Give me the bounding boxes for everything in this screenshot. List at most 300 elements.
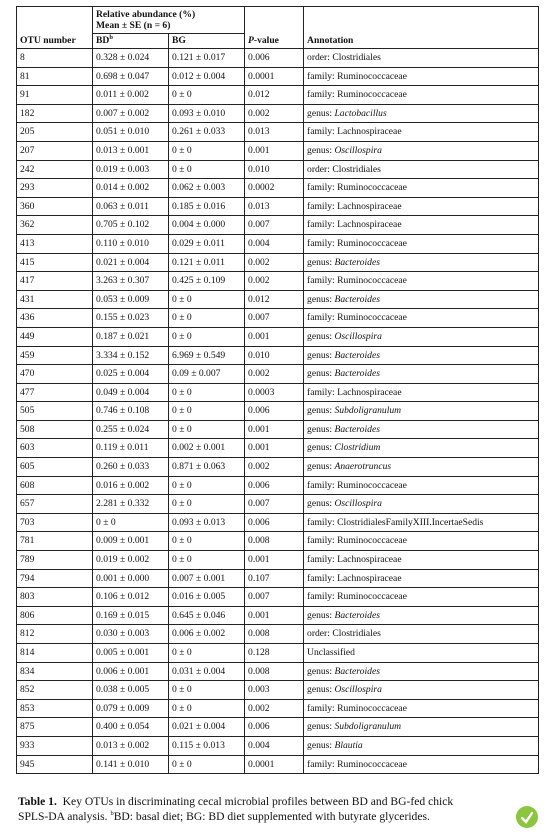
otu-cell: 470 [17, 365, 93, 384]
bd-cell: 0.063 ± 0.011 [93, 197, 169, 216]
annotation-cell [304, 197, 539, 216]
annotation-cell [304, 179, 539, 198]
annotation-taxon: Ruminococcaceae [337, 312, 407, 324]
otu-cell: 477 [17, 383, 93, 402]
pvalue-cell: 0.004 [245, 736, 304, 755]
annotation-cell [304, 420, 539, 439]
otu-header-cell-top [17, 7, 93, 34]
table-row [17, 606, 539, 625]
otu-cell: 608 [17, 476, 93, 495]
annotation-cell [304, 402, 539, 421]
otu-cell: 508 [17, 420, 93, 439]
otu-cell: 852 [17, 681, 93, 700]
annotation-taxon: Bacteroides [334, 423, 380, 435]
table-row [17, 234, 539, 253]
pvalue-cell: 0.001 [245, 606, 304, 625]
annotation-rank: genus: [307, 349, 335, 361]
otu-cell: 794 [17, 569, 93, 588]
annotation-rank: family: [307, 591, 338, 603]
annotation-taxon: Bacteroides [334, 368, 380, 380]
bd-cell: 0.400 ± 0.054 [93, 718, 169, 737]
bg-cell: 0 ± 0 [169, 644, 245, 663]
bd-cell: 2.281 ± 0.332 [93, 495, 169, 514]
bg-cell: 0.261 ± 0.033 [169, 123, 245, 142]
annotation-cell [304, 551, 539, 570]
annotation-cell [304, 104, 539, 123]
bg-cell: 0 ± 0 [169, 383, 245, 402]
otu-cell: 242 [17, 160, 93, 179]
table-row [17, 104, 539, 123]
annotation-rank: genus: [307, 609, 335, 621]
pvalue-cell: 0.001 [245, 551, 304, 570]
table-row [17, 513, 539, 532]
otu-cell: 205 [17, 123, 93, 142]
bg-cell: 0.031 ± 0.004 [169, 662, 245, 681]
annotation-cell [304, 346, 539, 365]
bd-header: $BD^b$ [93, 34, 169, 49]
pvalue-cell: 0.002 [245, 365, 304, 384]
bd-cell: 0.013 ± 0.002 [93, 736, 169, 755]
bd-cell: 0.049 ± 0.004 [93, 383, 169, 402]
bd-cell: 0.169 ± 0.015 [93, 606, 169, 625]
bd-cell: 0.255 ± 0.024 [93, 420, 169, 439]
annotation-taxon: Clostridiales [332, 52, 381, 63]
annotation-cell [304, 625, 539, 644]
annotation-rank: order: [307, 163, 333, 175]
otu-cell: 449 [17, 327, 93, 346]
bd-cell: 0.053 ± 0.009 [93, 290, 169, 309]
pvalue-cell: 0.006 [245, 49, 304, 68]
caption-sup: b [110, 809, 114, 817]
bg-cell: 0.004 ± 0.000 [169, 216, 245, 235]
annotation-cell [304, 309, 539, 328]
otu-cell: 505 [17, 402, 93, 421]
otu-cell: 781 [17, 532, 93, 551]
bd-cell: 0.746 ± 0.108 [93, 402, 169, 421]
annotation-rank: family: [307, 89, 338, 101]
header-row-1 [17, 7, 539, 34]
bd-cell: 0.021 ± 0.004 [93, 253, 169, 272]
annotation-rank: genus: [307, 144, 335, 156]
annotation-taxon: Oscillospira [334, 498, 382, 510]
bd-cell: 0.051 ± 0.010 [93, 123, 169, 142]
pvalue-cell: 0.001 [245, 439, 304, 458]
annotation-rank: family: [307, 516, 338, 528]
table-row [17, 699, 539, 718]
pvalue-header-cell-top [245, 7, 304, 34]
annotation-cell [304, 495, 539, 514]
annotation-cell [304, 86, 539, 105]
pvalue-header: P-value [245, 34, 304, 49]
annotation-rank: genus: [307, 442, 335, 454]
annotation-cell [304, 699, 539, 718]
otu-cell: 207 [17, 141, 93, 160]
caption-text-a: Key OTUs in discriminating cecal microbial profiles between BD and BG-fed chick [56, 795, 454, 808]
pvalue-cell: 0.002 [245, 104, 304, 123]
annotation-rank: genus: [307, 665, 335, 677]
bd-cell: 0.155 ± 0.023 [93, 309, 169, 328]
annotation-cell [304, 141, 539, 160]
otu-cell: 413 [17, 234, 93, 253]
bg-cell: 0 ± 0 [169, 755, 245, 774]
otu-cell: 703 [17, 513, 93, 532]
table-row [17, 681, 539, 700]
bg-cell: 0.115 ± 0.013 [169, 736, 245, 755]
otu-cell: 182 [17, 104, 93, 123]
pvalue-cell: 0.007 [245, 309, 304, 328]
annotation-cell [304, 644, 539, 663]
annotation-cell [304, 569, 539, 588]
bd-cell: 0.019 ± 0.003 [93, 160, 169, 179]
table-row [17, 86, 539, 105]
bg-cell: 0.121 ± 0.017 [169, 49, 245, 68]
annotation-taxon: Ruminococcaceae [337, 70, 407, 82]
pvalue-cell: 0.0002 [245, 179, 304, 198]
annotation-cell [304, 513, 539, 532]
pvalue-cell: 0.0003 [245, 383, 304, 402]
bd-cell: 0.698 ± 0.047 [93, 67, 169, 86]
bg-cell: 0 ± 0 [169, 309, 245, 328]
annotation-cell [304, 290, 539, 309]
annotation-rank: genus: [307, 256, 335, 268]
table-row [17, 160, 539, 179]
annotation-rank: order: [307, 628, 333, 640]
annotation-rank: family: [307, 200, 338, 212]
otu-cell: 603 [17, 439, 93, 458]
annotation-rank: genus: [307, 107, 335, 119]
annotation-taxon: Ruminococcaceae [337, 182, 407, 194]
annotation-taxon: Ruminococcaceae [337, 237, 407, 249]
table-row [17, 755, 539, 774]
annotation-taxon: Bacteroides [334, 256, 380, 268]
annotation-taxon: Clostridiales [332, 163, 381, 175]
bd-cell: 0.119 ± 0.011 [93, 439, 169, 458]
annotation-rank: family: [307, 70, 338, 82]
annotation-rank: family: [307, 702, 338, 714]
caption-text-b: SPLS-DA analysis. [18, 809, 111, 823]
table-row [17, 458, 539, 477]
header-row-2 [17, 34, 539, 49]
table-row [17, 327, 539, 346]
annotation-rank: family: [307, 758, 338, 770]
bg-cell: 0.425 ± 0.109 [169, 272, 245, 291]
pvalue-cell: 0.010 [245, 160, 304, 179]
table-row [17, 272, 539, 291]
bg-cell: 0.029 ± 0.011 [169, 234, 245, 253]
bg-cell: 0 ± 0 [169, 402, 245, 421]
annotation-rank: genus: [307, 423, 335, 435]
annotation-cell [304, 588, 539, 607]
annotation-rank: family: [307, 237, 338, 249]
bg-cell: 0 ± 0 [169, 681, 245, 700]
group-line-1: Relative abundance (%) [96, 9, 196, 20]
annotation-taxon: Ruminococcaceae [337, 535, 407, 547]
annotation-rank: family: [307, 126, 338, 138]
pvalue-cell: 0.001 [245, 327, 304, 346]
annotation-cell [304, 718, 539, 737]
otu-cell: 945 [17, 755, 93, 774]
otu-cell: 875 [17, 718, 93, 737]
table-caption [18, 795, 538, 824]
annotation-taxon: Bacteroides [334, 349, 380, 361]
bd-cell: 3.334 ± 0.152 [93, 346, 169, 365]
annotation-taxon: Ruminococcaceae [337, 89, 407, 101]
bg-cell: 0 ± 0 [169, 532, 245, 551]
bd-cell: 0.705 ± 0.102 [93, 216, 169, 235]
bd-cell: 0.079 ± 0.009 [93, 699, 169, 718]
bg-cell: 0.09 ± 0.007 [169, 365, 245, 384]
annotation-taxon: Oscillospira [334, 144, 382, 156]
bd-cell: 0.187 ± 0.021 [93, 327, 169, 346]
annotation-taxon: Clostridiales [332, 628, 381, 640]
annotation-cell [304, 606, 539, 625]
bd-cell: 0.013 ± 0.001 [93, 141, 169, 160]
pvalue-cell: 0.004 [245, 234, 304, 253]
annotation-rank: order: [307, 52, 333, 63]
pvalue-cell: 0.002 [245, 699, 304, 718]
bd-cell: 0.014 ± 0.002 [93, 179, 169, 198]
otu-cell: 814 [17, 644, 93, 663]
otu-cell: 360 [17, 197, 93, 216]
table-body [17, 49, 539, 774]
annotation-rank: family: [307, 386, 338, 398]
annotation-cell [304, 253, 539, 272]
annotation-taxon: Ruminococcaceae [337, 758, 407, 770]
publisher-logo-icon [516, 806, 538, 828]
annotation-cell [304, 160, 539, 179]
table-row [17, 625, 539, 644]
pvalue-cell: 0.013 [245, 197, 304, 216]
annotation-cell [304, 662, 539, 681]
table-row [17, 588, 539, 607]
table-row [17, 197, 539, 216]
pvalue-cell: 0.007 [245, 216, 304, 235]
bd-cell: 0.038 ± 0.005 [93, 681, 169, 700]
bd-cell: 0.328 ± 0.024 [93, 49, 169, 68]
pvalue-cell: 0.006 [245, 718, 304, 737]
annotation-taxon: ClostridialesFamilyXIII.IncertaeSedis [337, 516, 484, 528]
table-row [17, 67, 539, 86]
bg-cell: 0 ± 0 [169, 141, 245, 160]
annotation-rank: family: [307, 535, 338, 547]
annotation-cell [304, 365, 539, 384]
annotation-cell [304, 532, 539, 551]
annotation-cell [304, 476, 539, 495]
caption-label: Table 1. [18, 795, 57, 808]
annotation-rank: family: [307, 554, 338, 566]
otu-cell: 853 [17, 699, 93, 718]
annotation-rank: genus: [307, 498, 335, 510]
pvalue-cell: 0.001 [245, 420, 304, 439]
bg-cell: 0.185 ± 0.016 [169, 197, 245, 216]
table-row [17, 495, 539, 514]
annotation-cell [304, 755, 539, 774]
otu-cell: 803 [17, 588, 93, 607]
annotation-taxon: Unclassified [307, 647, 355, 658]
annotation-rank: genus: [307, 461, 335, 473]
annotation-header-cell-top [304, 7, 539, 34]
table-row [17, 290, 539, 309]
annotation-taxon: Ruminococcaceae [337, 591, 407, 603]
otu-cell: 293 [17, 179, 93, 198]
otu-cell: 933 [17, 736, 93, 755]
pvalue-cell: 0.008 [245, 662, 304, 681]
annotation-taxon: Bacteroides [334, 609, 380, 621]
bd-cell: 0 ± 0 [93, 513, 169, 532]
table-row [17, 569, 539, 588]
bd-cell: 0.005 ± 0.001 [93, 644, 169, 663]
annotation-cell [304, 216, 539, 235]
bg-cell: 0.121 ± 0.011 [169, 253, 245, 272]
bd-cell: 0.110 ± 0.010 [93, 234, 169, 253]
table-row [17, 476, 539, 495]
annotation-rank: genus: [307, 405, 335, 417]
annotation-cell [304, 49, 539, 68]
bg-cell: 0 ± 0 [169, 160, 245, 179]
bg-cell: 0 ± 0 [169, 86, 245, 105]
pvalue-cell: 0.012 [245, 290, 304, 309]
table-row [17, 216, 539, 235]
otu-cell: 657 [17, 495, 93, 514]
table-row [17, 736, 539, 755]
table-row [17, 532, 539, 551]
otu-cell: 8 [17, 49, 93, 68]
annotation-cell [304, 681, 539, 700]
annotation-rank: genus: [307, 721, 335, 733]
bg-cell: 0 ± 0 [169, 420, 245, 439]
pvalue-cell: 0.008 [245, 625, 304, 644]
pvalue-cell: 0.128 [245, 644, 304, 663]
pvalue-cell: 0.107 [245, 569, 304, 588]
bd-cell: 0.009 ± 0.001 [93, 532, 169, 551]
bg-cell: 0.093 ± 0.010 [169, 104, 245, 123]
annotation-rank: genus: [307, 330, 335, 342]
annotation-rank: family: [307, 479, 338, 491]
otu-cell: 417 [17, 272, 93, 291]
bg-cell: 0 ± 0 [169, 495, 245, 514]
bd-cell: 0.260 ± 0.033 [93, 458, 169, 477]
annotation-taxon: Ruminococcaceae [337, 479, 407, 491]
table-row [17, 346, 539, 365]
bd-cell: 0.006 ± 0.001 [93, 662, 169, 681]
pvalue-cell: 0.002 [245, 253, 304, 272]
pvalue-cell: 0.003 [245, 681, 304, 700]
bg-cell: 0.006 ± 0.002 [169, 625, 245, 644]
bg-cell: 0.012 ± 0.004 [169, 67, 245, 86]
pvalue-cell: 0.010 [245, 346, 304, 365]
bd-cell: 0.001 ± 0.000 [93, 569, 169, 588]
table-row [17, 644, 539, 663]
table-row [17, 123, 539, 142]
otu-cell: 436 [17, 309, 93, 328]
otu-table [16, 6, 539, 774]
caption-text-c: BD: basal diet; BG: BD diet supplemented with butyrate glycerides. [113, 809, 430, 823]
annotation-taxon: Subdoligranulum [334, 721, 402, 733]
annotation-cell [304, 123, 539, 142]
otu-cell: 812 [17, 625, 93, 644]
table-row [17, 383, 539, 402]
annotation-rank: genus: [307, 368, 335, 380]
annotation-header: Annotation [304, 34, 539, 49]
bg-cell: 0 ± 0 [169, 327, 245, 346]
otu-cell: 834 [17, 662, 93, 681]
bg-cell: 0.062 ± 0.003 [169, 179, 245, 198]
annotation-taxon: Oscillospira [334, 684, 382, 696]
annotation-taxon: Ruminococcaceae [337, 275, 407, 287]
annotation-rank: genus: [307, 739, 335, 751]
table-row [17, 551, 539, 570]
annotation-cell [304, 383, 539, 402]
bg-cell: 0.093 ± 0.013 [169, 513, 245, 532]
table-row [17, 718, 539, 737]
annotation-cell [304, 272, 539, 291]
annotation-taxon: Bacteroides [334, 293, 380, 305]
pvalue-cell: 0.0001 [245, 67, 304, 86]
pvalue-cell: 0.002 [245, 458, 304, 477]
table-row [17, 309, 539, 328]
bd-cell: 0.011 ± 0.002 [93, 86, 169, 105]
table-row [17, 141, 539, 160]
annotation-rank: genus: [307, 293, 335, 305]
annotation-cell [304, 458, 539, 477]
bg-cell: 0 ± 0 [169, 476, 245, 495]
bg-cell: 0.871 ± 0.063 [169, 458, 245, 477]
annotation-rank: family: [307, 219, 338, 231]
pvalue-cell: 0.008 [245, 532, 304, 551]
annotation-taxon: Lachnospiraceae [337, 554, 402, 566]
pvalue-cell: 0.0001 [245, 755, 304, 774]
pvalue-cell: 0.013 [245, 123, 304, 142]
pvalue-cell: 0.007 [245, 588, 304, 607]
bg-cell: 0 ± 0 [169, 551, 245, 570]
annotation-taxon: Clostridium [334, 442, 381, 454]
otu-cell: 415 [17, 253, 93, 272]
annotation-taxon: Anaerotruncus [334, 461, 392, 473]
relative-abundance-header [93, 7, 245, 34]
table-row [17, 49, 539, 68]
annotation-rank: family: [307, 275, 338, 287]
annotation-taxon: Oscillospira [334, 330, 382, 342]
bd-cell: 0.025 ± 0.004 [93, 365, 169, 384]
bg-cell: 0 ± 0 [169, 699, 245, 718]
annotation-rank: genus: [307, 684, 335, 696]
bd-cell: 3.263 ± 0.307 [93, 272, 169, 291]
annotation-rank: family: [307, 182, 338, 194]
table-row [17, 179, 539, 198]
bd-cell: 0.019 ± 0.002 [93, 551, 169, 570]
bg-cell: 6.969 ± 0.549 [169, 346, 245, 365]
annotation-taxon: Lachnospiraceae [337, 126, 402, 138]
otu-cell: 806 [17, 606, 93, 625]
otu-cell: 81 [17, 67, 93, 86]
bg-cell: 0.021 ± 0.004 [169, 718, 245, 737]
otu-cell: 789 [17, 551, 93, 570]
annotation-taxon: Blautia [334, 739, 363, 751]
pvalue-cell: 0.012 [245, 86, 304, 105]
otu-cell: 91 [17, 86, 93, 105]
annotation-cell [304, 736, 539, 755]
pvalue-cell: 0.006 [245, 513, 304, 532]
bg-cell: 0 ± 0 [169, 290, 245, 309]
annotation-taxon: Subdoligranulum [334, 405, 402, 417]
bg-header: BG [169, 34, 245, 49]
otu-cell: 605 [17, 458, 93, 477]
pvalue-cell: 0.001 [245, 141, 304, 160]
table-row [17, 439, 539, 458]
annotation-cell [304, 327, 539, 346]
annotation-taxon: Lactobacillus [334, 107, 387, 119]
annotation-taxon: Lachnospiraceae [337, 386, 402, 398]
